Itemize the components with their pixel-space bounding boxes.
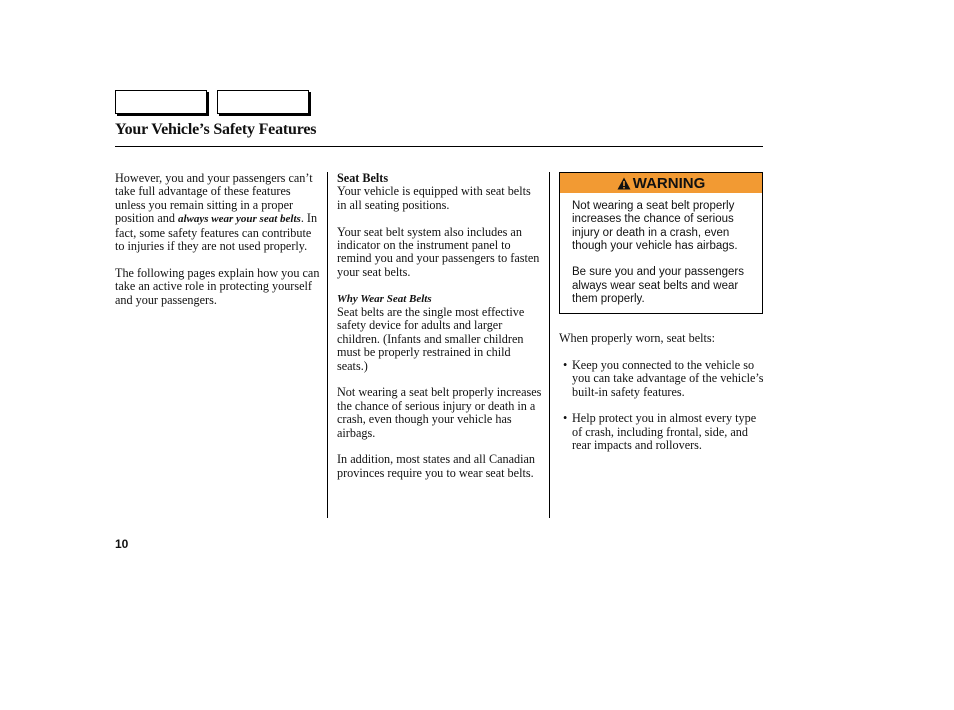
not-wearing-paragraph: Not wearing a seat belt properly increases the chance of serious injury or death in a crash, even though your vehicle has airbags. bbox=[337, 385, 542, 440]
equipped-paragraph: Your vehicle is equipped with seat belts in all seating positions. bbox=[337, 184, 531, 212]
properly-worn-intro: When properly worn, seat belts: bbox=[559, 331, 716, 345]
following-pages-paragraph: The following pages explain how you can take an active role in protecting yourself and your passengers. bbox=[115, 265, 320, 307]
intro-paragraph: However, you and your passengers can’t take full advantage of these features unless you remain sitting in a proper position and always wear your seat belts. In fact, some safety features can contribute to injuries if they are not used properly. bbox=[115, 171, 318, 254]
warning-header bbox=[560, 173, 762, 193]
seat-belts-heading: Seat Belts bbox=[337, 171, 389, 185]
emphasis-text: always wear your seat belts bbox=[177, 213, 301, 226]
column-divider-2 bbox=[549, 172, 550, 518]
list-item: • Help protect you in almost every type of crash, including frontal, side, and rear impacts and rollovers. bbox=[559, 412, 764, 452]
states-paragraph: In addition, most states and all Canadian provinces require you to wear seat belts. bbox=[337, 452, 536, 480]
warning-box bbox=[559, 172, 763, 314]
warning-body bbox=[560, 193, 762, 306]
indicator-paragraph: Your seat belt system also includes an indicator on the instrument panel to remind you and your passengers to fasten your seat belts. bbox=[337, 224, 540, 279]
text-column-2 bbox=[337, 172, 543, 494]
text-column-1 bbox=[115, 172, 321, 320]
page-number: 10 bbox=[115, 537, 129, 551]
warning-triangle-icon bbox=[617, 177, 631, 190]
section-title: Your Vehicle’s Safety Features bbox=[115, 121, 317, 138]
header-divider bbox=[115, 146, 763, 147]
why-wear-heading: Why Wear Seat Belts bbox=[337, 292, 432, 305]
single-most-paragraph: Seat belts are the single most effective safety device for adults and larger children. (Infants and smaller children must be properly restrained in child seats.) bbox=[337, 305, 525, 373]
text-column-3 bbox=[559, 332, 764, 466]
benefits-list bbox=[559, 359, 764, 453]
column-divider-1 bbox=[327, 172, 328, 518]
warning-label: WARNING bbox=[632, 174, 706, 192]
nav-tab-button-1[interactable] bbox=[115, 90, 207, 114]
list-item: • Keep you connected to the vehicle so you can take advantage of the vehicle’s built-in safety features. bbox=[559, 359, 764, 399]
warning-paragraph-1: Not wearing a seat belt properly increases the chance of serious injury or death in a crash, even though your vehicle has airbags. bbox=[572, 200, 738, 252]
warning-paragraph-2: Be sure you and your passengers always wear seat belts and wear them properly. bbox=[572, 266, 744, 306]
nav-tab-button-2[interactable] bbox=[217, 90, 309, 114]
